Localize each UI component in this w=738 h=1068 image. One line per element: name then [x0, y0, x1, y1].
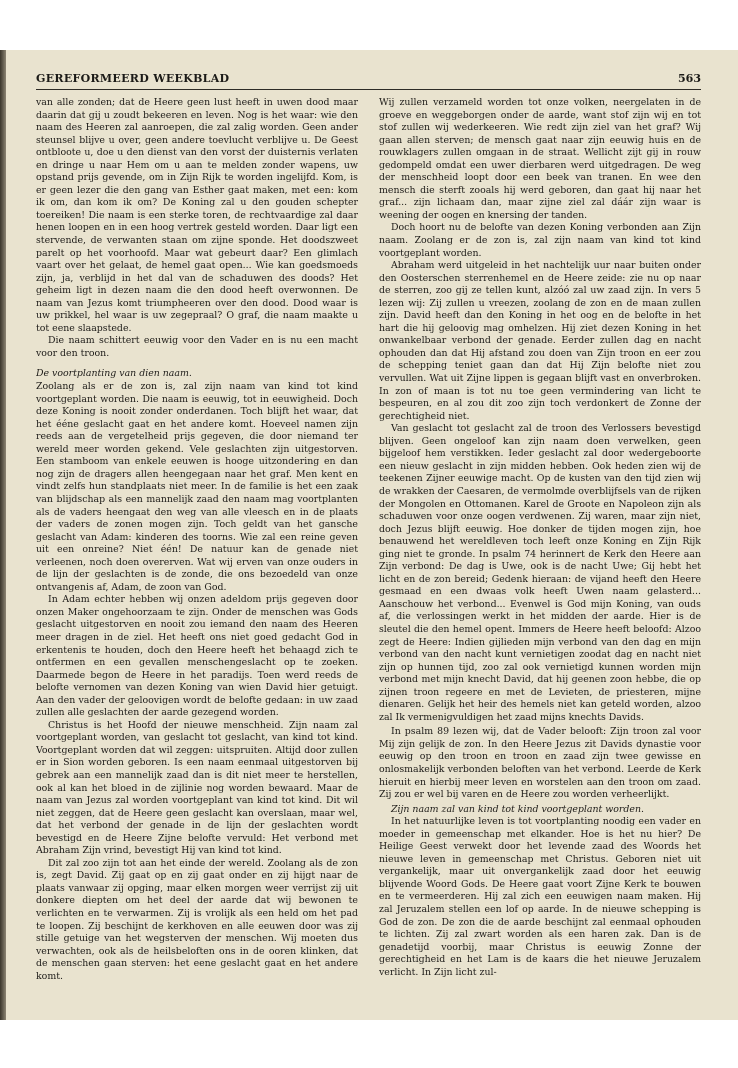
paragraph: In psalm 89 lezen wij, dat de Vader belooft: Zijn troon zal voor Mij zijn gelijk de zon. In den Heere Jezus zit Davids dynastie voor eeuwig op den troon en troon en zaad zijn twee gewisse en onlosmakelijk verbonden beloften van het verbond. Leerde de Kerk hieruit en hierbij meer leven en worstelen aan den troon om zaad. Zij zou er wel bij varen en de Heere zou worden verheerlijkt. [379, 726, 701, 801]
header-rule [36, 89, 701, 90]
paragraph: Zoolang als er de zon is, zal zijn naam van kind tot kind voortgeplant worden. Die naam is eeuwig, tot in eeuwigheid. Doch deze Koning is nooit zonder onderdanen. Toch blijft het waar, dat het ééne geslacht gaat en het andere komt. Hoeveel namen zijn reeds aan de vergetelheid prijs gegeven, die door niemand ter wereld meer worden gekend. Vele geslachten zijn uitgestorven. Een stamboom van enkele eeuwen is hooge uitzondering en dan nog zijn de dragers allen heengegaan naar het graf. Men kent en vindt zelfs hun standplaats niet meer. In de familie is het een zaak van blijdschap als een mannelijk zaad den naam mag voortplanten als de vaders heengaat den weg van alle vleesch en in de plaats der vaders de zonen mogen zijn. Toch geldt van het gansche geslacht van Adam: kinderen des toorns. Wie zal een reine geven uit een onreine? Niet één! De natuur kan de genade niet verleenen, noch doen overerven. Wat wij erven van onze ouders in de lijn der geslachten is de zonde, die ons bezoedeld van onze ontvangenis af, Adam, de zoon van God. [36, 381, 358, 593]
scanned-page [0, 50, 738, 1020]
left-column [36, 97, 358, 1009]
paragraph: In Adam echter hebben wij onzen adeldom prijs gegeven door onzen Maker ongehoorzaam te zijn. Onder de menschen was Gods geslacht uitgestorven en nooit zou iemand den naam des Heeren meer dragen in de ziel. Het heeft ons niet goed gedacht God in erkentenis te houden, doch den Heere heeft het behaagd zich te ontfermen en een gevallen menschengeslacht op te zoeken. Daarmede begon de Heere in het paradijs. Toen werd reeds de belofte vernomen van dezen Koning van wien David hier getuigt. Aan den vader der geloovigen wordt de belofte gedaan: in uw zaad zullen alle geslachten der aarde gezegend worden. [36, 594, 358, 719]
paragraph: Abraham werd uitgeleid in het nachtelijk uur naar buiten onder den Oosterschen sterrenhemel en de Heere zeide: zie nu op naar de sterren, zoo gij ze tellen kunt, alzóó zal uw zaad zijn. In vers 5 lezen wij: Zij zullen u vreezen, zoolang de zon en de maan zullen zijn. David heeft dan den Koning in het oog en de belofte in het hart die hij geloovig mag omhelzen. Hij ziet dezen Koning in het onwankelbaar verbond der genade. Eerder zullen dag en nacht ophouden dan dat Hij afstand zou doen van Zijn troon en eer zou de schepping teniet gaan dan dat Hij Zijn belofte niet zou vervullen. Wat uit Zijne lippen is gegaan blijft vast en onverbroken. In zon of maan is tot nu toe geen vermindering van licht te bespeuren, en al zou dit zoo zijn toch verdonkert de Zonne der gerechtigheid niet. [379, 260, 701, 422]
book-spine-edge [0, 50, 6, 1020]
paragraph: Die naam schittert eeuwig voor den Vader en is nu een macht voor den troon. [36, 335, 358, 359]
paragraph: Christus is het Hoofd der nieuwe menschheid. Zijn naam zal voortgeplant worden, van geslacht tot geslacht, van kind tot kind. Voortgeplant worden dat wil zeggen: uitspruiten. Altijd door zullen er in Sion worden geboren. Is een naam eenmaal uitgestorven bij gebrek aan een mannelijk zaad dan is dit niet meer te herstellen, ook al kan het bloed in de zijlinie nog worden bewaard. Maar de naam van Jezus zal worden voortgeplant van kind tot kind. Dit wil niet zeggen, dat de Heere geen geslacht kan overslaan, maar wel, dat het verbond der genade in de lijn der geslachten wordt bevestigd en de Heere Zijne belofte vervuld: Het verbond met Abraham Zijn vrind, bevestigt Hij van kind tot kind. [36, 719, 358, 857]
page-number: 563 [678, 72, 701, 85]
paragraph: Dit zal zoo zijn tot aan het einde der wereld. Zoolang als de zon is, zegt David. Zij gaat op en zij gaat onder en zij hijgt naar de plaats vanwaar zij opging, maar elken morgen weer verrijst zij uit donkere diepten om het deel der aarde dat wij bewonen te verlichten en te verwarmen. Zij is vrolijk als een held om het pad te loopen. Zij beschijnt de kerkhoven en alle eeuwen door was zij stille getuige van het wegsterven der menschen. Wij moeten dus verwachten, ook als de heilsbeloften ons in de ooren klinken, dat de menschen gaan sterven: het eene geslacht gaat en het andere komt. [36, 857, 358, 982]
paragraph: van alle zonden; dat de Heere geen lust heeft in uwen dood maar daarin dat gij u zoudt bekeeren en leven. Nog is het waar: wie den naam des Heeren zal aanroepen, die zal zalig worden. Geen ander steunsel blijve u over, geen andere toevlucht verblijve u. De Geest ontbloote u, doe u den dienst van den vorst der duisternis verlaten en dringe u naar Hem om u aan te melden zonder wapens, uw opstand prijs gevende, om in Zijn Rijk te worden ingelijfd. Kom, is er geen lezer die den gang van Esther gaat maken, met een: kom ik om, dan kom ik om? De Koning zal u den gouden schepter toereiken! Die naam is een sterke toren, de rechtvaardige zal daar henen loopen en in een hoog vertrek gesteld worden. Daar ligt een stervende, de verwanten staan om zijne sponde. Het doodszweet parelt op het voorhoofd. Maar wat gebeurt daar? Een glimlach vaart over het gelaat, de hemel gaat open... Wie kan goedsmoeds zijn, ja, verblijd in het dal van de schaduwen des doods? Het geheim ligt in dezen naam die den dood heeft overwonnen. De naam van Jezus komt triumpheeren over den dood. Dood waar is uw prikkel, hel waar is uw zegepraal? O graf, die naam maakte u tot eene slaapstede. [36, 97, 358, 334]
paragraph: In het natuurlijke leven is tot voortplanting noodig een vader en moeder in gemeenschap met elkander. Hoe is het nu hier? De Heilige Geest verwekt door het levende zaad des Woords het nieuwe leven in gemeenschap met Christus. Geboren niet uit vergankelijk, maar uit onvergankelijk zaad door het eeuwig blijvende Woord Gods. De Heere gaat voort Zijne Kerk te bouwen en te vermeerderen. Hij zal zich een eeuwigen naam maken. Hij zal Jeruzalem stellen een lof op aarde. In de nieuwe schepping is God de zon. De zon die de aarde beschijnt zal eenmaal ophouden te lichten. Zij zal zwart worden als een haren zak. Dan is de genadetijd voorbij, maar Christus is eeuwig Zonne der gerechtigheid en het Lam is de kaars die het nieuwe Jeruzalem verlicht. In Zijn licht zul- [379, 816, 701, 978]
paragraph: Zijn naam zal van kind tot kind voortgeplant worden. [391, 803, 644, 815]
paragraph: Wij zullen verzameld worden tot onze volken, neergelaten in de groeve en weggeborgen onder de aarde, want stof zijn wij en tot stof zullen wij wederkeeren. Wie redt zijn ziel van het graf? Wij gaan allen sterven; de mensch gaat naar zijn eeuwig huis en de rouwklagers zullen omgaan in de straat. Wellicht zijt gij in rouw gedompeld omdat een uwer dierbaren werd uitgedragen. De weg der menschheid loopt door een beek van tranen. En wee den mensch die sterft zooals hij werd geboren, dan gaat hij naar het graf... zijn lichaam dan, maar zijne ziel zal dáár zijn waar is weening der oogen en knersing der tanden. [379, 97, 701, 221]
paragraph: Doch hoort nu de belofte van dezen Koning verbonden aan Zijn naam. Zoolang er de zon is, zal zijn naam van kind tot kind voortgeplant worden. [379, 222, 701, 259]
paragraph: De voortplanting van dien naam. [36, 368, 192, 380]
page-header [36, 72, 701, 88]
paragraph: Van geslacht tot geslacht zal de troon des Verlossers bevestigd blijven. Geen ongeloof kan zijn naam doen verwelken, geen bijgeloof hem verstikken. Ieder geslacht zal door wedergeboorte een nieuw geslacht in zijn midden hebben. Ook heden zien wij de teekenen Zijner eeuwige macht. Op de kusten van den tijd zien wij de wrakken der Caesaren, de vermolmde overblijfsels van de rijken der Mongolen en Ottomanen. Karel de Groote en Napoleon zijn als schaduwen voor onze oogen verdwenen. Zij waren, maar zijn niet, doch Jezus blijft eeuwig. Hoe donker de tijden mogen zijn, hoe benauwend het wereldleven toch leeft onze Koning en Zijn Rijk ging niet te gronde. In psalm 74 herinnert de Kerk den Heere aan Zijn verbond: De dag is Uwe, ook is de nacht Uwe; Gij hebt het licht en de zon bereid; Gedenk hieraan: de vijand heeft den Heere gesmaad en een dwaas volk heeft Uwen naam gelasterd... Aanschouw het verbond... Evenwel is God mijn Koning, van ouds af, die verlossingen werkt in het midden der aarde. Hier is de sleutel die den hemel opent. Immers de Heere heeft beloofd: Alzoo zegt de Heere: Indien gijlieden mijn verbond van den dag en mijn verbond van den nacht kunt vernietigen zoodat dag en nacht niet zijn op hunnen tijd, zoo zal ook vernietigd kunnen worden mijn verbond met mijn knecht David, dat hij geenen zoon hebbe, die op zijnen troon regeere en met de Levieten, de priesteren, mijne dienaren. Gelijk het heir des hemels niet kan geteld worden, alzoo zal Ik vermenigvuldigen het zaad mijns knechts Davids. [379, 423, 701, 723]
right-column [379, 97, 701, 1009]
running-head: GEREFORMEERD WEEKBLAD [36, 72, 230, 85]
